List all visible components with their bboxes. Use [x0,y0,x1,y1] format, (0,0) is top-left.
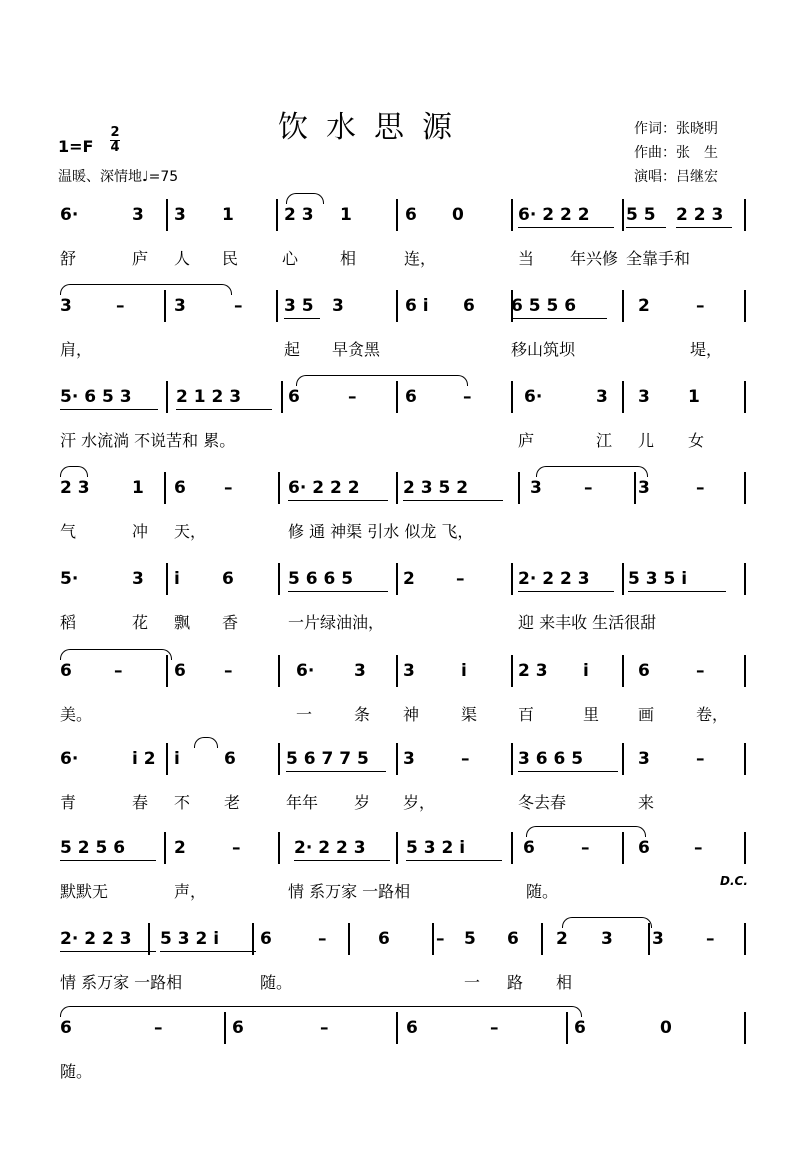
note-group: 1 [222,205,234,225]
note-group: 2 1 2 3 [176,387,242,407]
lyric-text: 条 [354,705,371,724]
note-group: i [461,661,467,681]
note-group: 1 [132,478,144,498]
note-group: – [234,296,243,316]
bar-line [744,563,746,595]
note-group: 2 3 [60,478,90,498]
note-group: 3 5 [284,296,314,316]
note-group: 6· 2 2 2 [518,205,590,225]
note-group: 2 [556,929,568,949]
bar-line [278,832,280,864]
bar-line [511,199,513,231]
lyric-row [56,970,756,994]
bar-line [744,472,746,504]
da-capo-mark: D.C. [720,874,748,888]
bar-line [396,743,398,775]
note-group: 2· 2 2 3 [294,838,366,858]
note-group: – [696,749,705,769]
lyric-text: 汗 水流淌 不说苦和 累。 [60,431,236,450]
beam-underline [626,227,666,228]
note-group: 3 [638,749,650,769]
lyric-text: 庐 [132,249,149,268]
note-group: 0 [660,1018,672,1038]
lyric-row [56,610,756,634]
bar-line [164,832,166,864]
note-group: – [318,929,327,949]
note-group: 6· [60,205,79,225]
note-group: – [461,749,470,769]
beam-underline [406,860,502,861]
lyric-text: 冬去春 [518,793,567,812]
bar-line [744,923,746,955]
note-group: 5 6 7 7 5 [286,749,369,769]
note-group: 6 [406,1018,418,1038]
beam-underline [518,771,618,772]
note-group: – [490,1018,499,1038]
note-group: 2 [638,296,650,316]
beam-underline [288,500,388,501]
beam-underline [60,860,156,861]
note-group: 6 [224,749,236,769]
bar-line [166,563,168,595]
note-group: 2· 2 2 3 [518,569,590,589]
note-group: 3 [638,478,650,498]
note-group: – [114,661,123,681]
note-group: 2 3 5 2 [403,478,469,498]
beam-underline [160,951,256,952]
lyric-text: 年年 [286,793,319,812]
note-group: – [694,838,703,858]
bar-line [166,743,168,775]
lyric-text: 修 通 神渠 引水 似龙 飞， [288,522,474,541]
bar-line [396,832,398,864]
beam-underline [676,227,732,228]
note-group: 3 [652,929,664,949]
lyric-text: 神 [403,705,420,724]
note-group: 6 [523,838,535,858]
composer-credit: 作曲：张 生 [634,145,718,161]
bar-line [281,381,283,413]
bar-line [278,655,280,687]
bar-line [622,199,624,231]
note-group: 6· 2 2 2 [288,478,360,498]
lyricist-credit: 作词：张晓明 [634,121,718,137]
key-signature: 1=F [58,137,94,156]
bar-line [511,381,513,413]
note-group: 3 [601,929,613,949]
lyric-text: 声， [174,882,207,901]
bar-line [511,832,513,864]
lyric-text: 老 [224,793,241,812]
note-group: – [320,1018,329,1038]
note-group: – [436,929,445,949]
notation-row [56,749,756,779]
lyric-row [56,519,756,543]
singer-credit: 演唱：吕继宏 [634,169,718,185]
note-group: 6 [463,296,475,316]
bar-line [744,199,746,231]
lyric-text: 画 [638,705,655,724]
lyric-text: 全靠手和 [626,249,691,268]
lyric-text: 美。 [60,705,93,724]
note-group: 5 3 2 i [160,929,220,949]
notation-row [56,1018,756,1048]
lyric-text: 青 [60,793,77,812]
beam-underline [628,591,726,592]
lyric-text: 卷， [696,705,729,724]
lyric-row [56,246,756,270]
lyric-text: 冲 [132,522,149,541]
bar-line [166,199,168,231]
lyric-text: 舒 [60,249,77,268]
bar-line [396,472,398,504]
note-group: 6 [222,569,234,589]
note-group: 2 [403,569,415,589]
bar-line [396,563,398,595]
notation-row [56,478,756,508]
lyric-text: 堤， [690,340,723,359]
bar-line [278,743,280,775]
note-group: 5 2 5 6 [60,838,126,858]
bar-line [744,290,746,322]
lyric-text: 情 系万家 一路相 [288,882,411,901]
note-group: – [232,838,241,858]
notation-row [56,569,756,599]
beam-underline [403,500,503,501]
note-group: 6 [574,1018,586,1038]
slur-tie [194,737,218,748]
lyric-row [56,879,756,903]
note-group: i [174,569,180,589]
slur-tie [286,193,324,204]
slur-tie [60,284,232,295]
lyric-text: 年兴修 [570,249,619,268]
bar-line [511,655,513,687]
bar-line [744,381,746,413]
slur-tie [60,1006,582,1017]
note-group: 1 [340,205,352,225]
lyric-text: 香 [222,613,239,632]
lyric-text: 一 [296,705,313,724]
note-group: 3 [332,296,344,316]
lyric-text: 渠 [461,705,478,724]
note-group: 2 [174,838,186,858]
note-group: i [174,749,180,769]
lyric-text: 肩， [60,340,93,359]
note-group: 6 [174,661,186,681]
note-group: – [696,661,705,681]
note-group: 2 2 3 [676,205,724,225]
lyric-text: 不 [174,793,191,812]
tempo-marking: 温暖、深情地♩=75 [58,169,179,185]
note-group: – [154,1018,163,1038]
note-group: 6· [524,387,543,407]
lyric-text: 春 [132,793,149,812]
note-group: 6 [638,838,650,858]
lyric-text: 来 [638,793,655,812]
bar-line [396,290,398,322]
note-group: – [706,929,715,949]
note-group: 3 [403,661,415,681]
note-group: 6· [296,661,315,681]
note-group: 6 [60,661,72,681]
bar-line [278,563,280,595]
lyric-row [56,790,756,814]
note-group: 3 [403,749,415,769]
note-group: 6 [638,661,650,681]
lyric-text: 百 [518,705,535,724]
note-group: 5 5 [626,205,656,225]
lyric-row [56,1059,756,1083]
lyric-text: 移山筑坝 [511,340,576,359]
note-group: 6 i [405,296,429,316]
bar-line [518,472,520,504]
bar-line [166,381,168,413]
lyric-row [56,337,756,361]
time-bottom: 4 [110,140,120,155]
lyric-text: 里 [583,705,600,724]
bar-line [622,655,624,687]
lyric-text: 女 [688,431,705,450]
note-group: 5 3 2 i [406,838,466,858]
note-group: 6 [60,1018,72,1038]
note-group: – [696,478,705,498]
beam-underline [60,951,156,952]
bar-line [348,923,350,955]
bar-line [511,743,513,775]
lyric-text: 起 [284,340,301,359]
notation-row [56,838,756,888]
note-group: – [456,569,465,589]
lyric-text: 连， [404,249,437,268]
note-group: 3 [354,661,366,681]
note-group: 5 6 6 5 [288,569,354,589]
bar-line [396,199,398,231]
beam-underline [286,771,386,772]
bar-line [541,923,543,955]
beam-underline [511,318,607,319]
notation-row [56,387,756,417]
note-group: 2 3 [518,661,548,681]
slur-tie [296,375,468,386]
note-group: 5· 6 5 3 [60,387,132,407]
lyric-text: 花 [132,613,149,632]
slur-tie [60,466,88,477]
note-group: 6 [260,929,272,949]
beam-underline [176,409,272,410]
lyric-text: 儿 [638,431,655,450]
lyric-text: 岁， [403,793,436,812]
note-group: 6 [174,478,186,498]
note-group: 3 [60,296,72,316]
lyric-text: 随。 [60,1062,93,1081]
notation-row [56,661,756,691]
beam-underline [284,318,320,319]
note-group: i 2 [132,749,156,769]
note-group: – [348,387,357,407]
bar-line [276,290,278,322]
notation-row [56,205,756,235]
slur-tie [562,917,652,928]
beam-underline [288,591,388,592]
note-group: 6 [405,387,417,407]
beam-underline [518,591,614,592]
note-group: 6 [232,1018,244,1038]
bar-line [622,743,624,775]
note-group: 3 [132,569,144,589]
note-group: – [696,296,705,316]
note-group: 3 [174,205,186,225]
note-group: 5 3 5 i [628,569,688,589]
beam-underline [294,860,390,861]
lyric-text: 早贪黑 [332,340,381,359]
lyric-text: 一 [464,973,481,992]
notation-row [56,929,756,959]
note-group: – [116,296,125,316]
lyric-text: 稻 [60,613,77,632]
note-group: 6 5 5 6 [511,296,577,316]
notation-row [56,296,756,326]
beam-underline [518,227,614,228]
note-group: i [583,661,589,681]
note-group: 3 [596,387,608,407]
bar-line [396,655,398,687]
note-group: – [584,478,593,498]
note-group: 3 [638,387,650,407]
slur-tie [526,826,646,837]
bar-line [276,199,278,231]
slur-tie [60,649,172,660]
lyric-row [56,702,756,726]
note-group: 3 [132,205,144,225]
bar-line [622,381,624,413]
bar-line [744,1012,746,1044]
bar-line [622,563,624,595]
lyric-text: 随。 [260,973,293,992]
note-group: – [463,387,472,407]
note-group: 3 6 6 5 [518,749,584,769]
lyric-text: 江 [596,431,613,450]
note-group: 3 [530,478,542,498]
lyric-row [56,428,756,452]
lyric-text: 民 [222,249,239,268]
lyric-text: 心 [282,249,299,268]
note-group: 1 [688,387,700,407]
note-group: 6 [405,205,417,225]
bar-line [278,472,280,504]
lyric-text: 岁 [354,793,371,812]
lyric-text: 相 [556,973,573,992]
lyric-text: 天， [174,522,207,541]
lyric-text: 一片绿油油， [288,613,385,632]
note-group: 2 3 [284,205,314,225]
note-group: 5· [60,569,79,589]
bar-line [511,563,513,595]
note-group: 6 [507,929,519,949]
lyric-text: 默默无 [60,882,109,901]
beam-underline [60,409,158,410]
note-group: 5 [464,929,476,949]
time-top: 2 [110,125,120,140]
bar-line [744,655,746,687]
note-group: 2· 2 2 3 [60,929,132,949]
note-group: 0 [452,205,464,225]
note-group: 6 [378,929,390,949]
lyric-text: 迎 来丰收 生活很甜 [518,613,657,632]
bar-line [164,472,166,504]
lyric-text: 当 [518,249,535,268]
lyric-text: 相 [340,249,357,268]
lyric-text: 庐 [518,431,535,450]
bar-line [744,832,746,864]
bar-line [622,290,624,322]
note-group: – [224,661,233,681]
note-group: – [224,478,233,498]
time-signature [110,126,120,155]
bar-line [432,923,434,955]
lyric-text: 随。 [526,882,559,901]
lyric-text: 人 [174,249,191,268]
lyric-text: 飘 [174,613,191,632]
song-title: 饮水思源 [278,110,470,145]
note-group: 6 [288,387,300,407]
bar-line [744,743,746,775]
note-group: 6· [60,749,79,769]
lyric-text: 情 系万家 一路相 [60,973,183,992]
slur-tie [536,466,648,477]
note-group: – [581,838,590,858]
note-group: 3 [174,296,186,316]
lyric-text: 路 [507,973,524,992]
lyric-text: 气 [60,522,77,541]
